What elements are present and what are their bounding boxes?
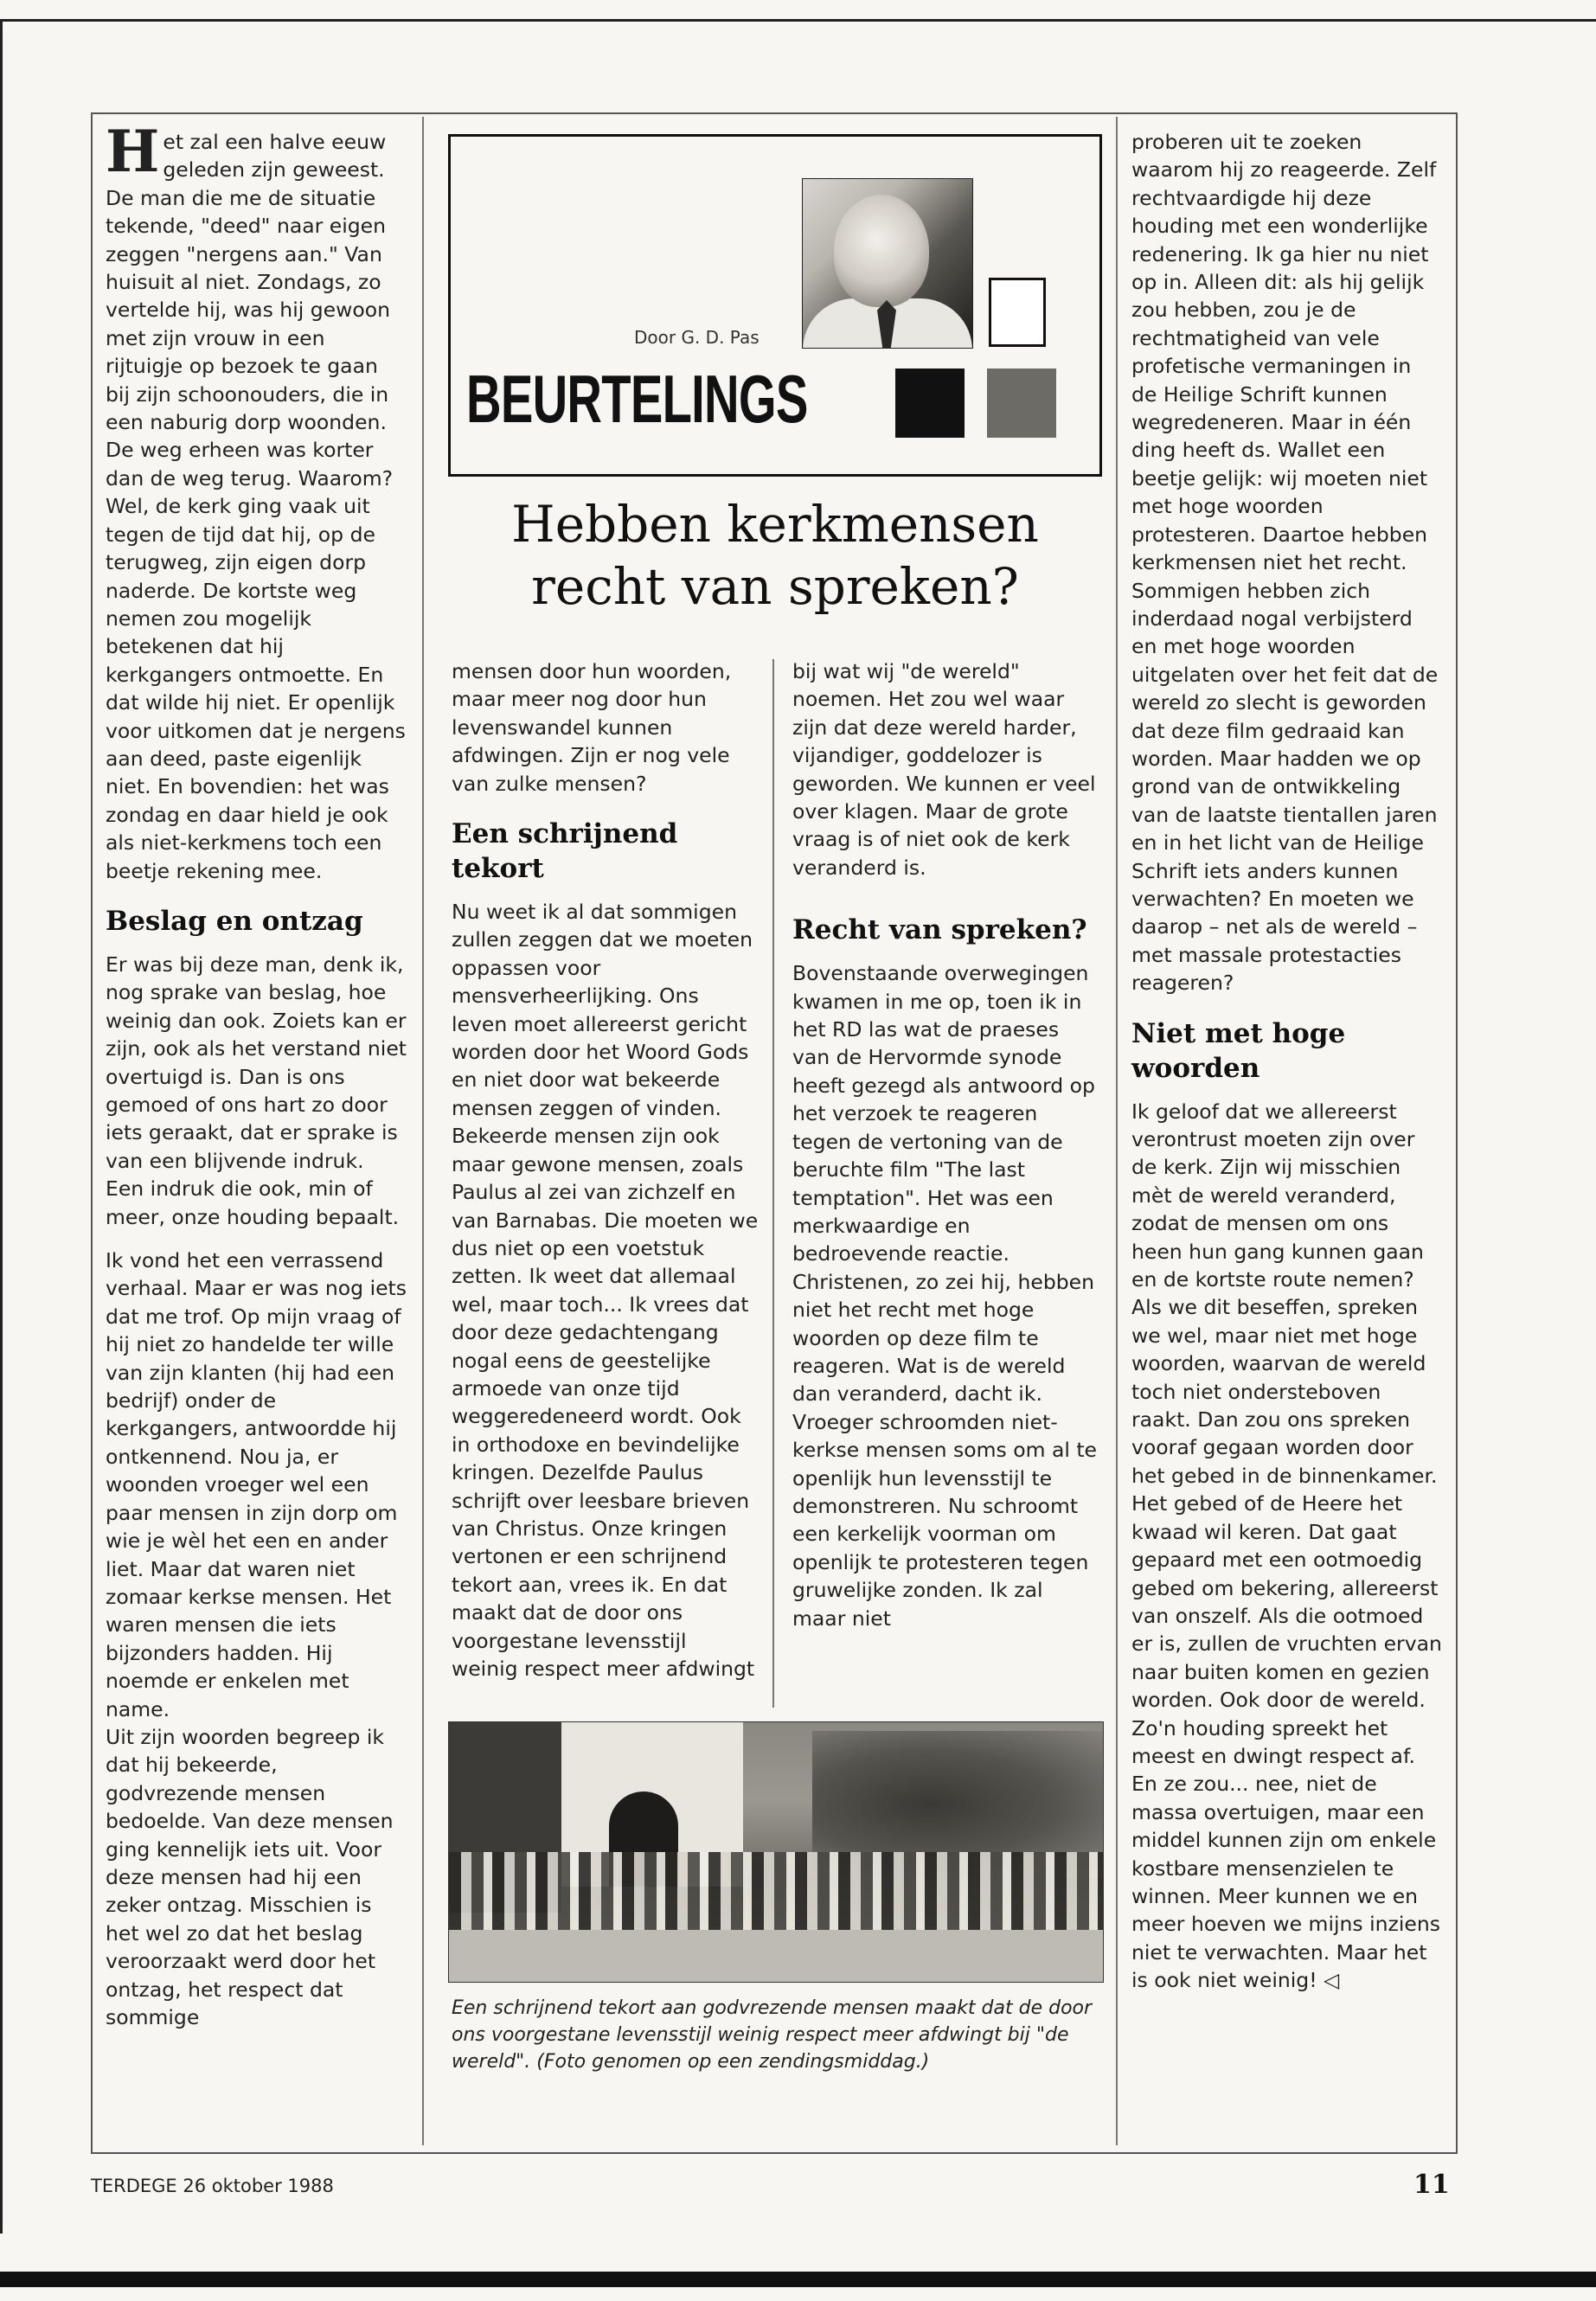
byline: Door G. D. Pas [634,327,760,348]
series-title: BEURTELINGS [466,361,808,437]
decorative-black-square [895,369,965,438]
column-1 [106,118,408,2031]
paragraph: Ik vond het een verrassend verhaal. Maar er was nog iets dat me trof. Op mijn vraag of hij niet zo handelde ter wille van zijn klanten (hij had een bedrijf) onder de kerkgangers, antwoordde hij ontkennend. Nou ja, er woonden vroeger wel een paar mensen in zijn dorp om wie je wèl het een en ander liet. Maar dat waren niet zomaar kerkse mensen. Het waren mensen die iets bijzonders hadden. Hij noemde er enkelen met name. [106,1248,407,1721]
page-border-left [0,19,3,2234]
paragraph: Uit zijn woorden begreep ik dat hij bekeerde, godvrezende mensen bedoelde. Van deze mensen ging kennelijk iets uit. Voor deze mensen had hij een zeker ontzag. Misschien is het wel zo dat het beslag veroorzaakt werd door het ontzag, het respect dat sommige [106,1724,394,2029]
paragraph: Er was bij deze man, denk ik, nog sprake van beslag, hoe weinig dan ook. Zoiets kan er zijn, ook als het verstand niet overtuigd is. Dan is ons gemoed of ons hart zo door iets geraakt, dat er sprake is van een blijvende indruk. Een indruk die ook, min of meer, onze houding bepaalt. [106,952,407,1229]
column-divider [422,117,424,2145]
section-heading-tekort: Een schrijnend tekort [452,818,678,885]
author-portrait [802,178,973,349]
decorative-grey-square [987,369,1056,438]
column-3 [792,657,1099,1632]
drop-cap: H [106,118,160,185]
church-crowd-photo [448,1721,1104,1983]
paragraph: proberen uit te zoeken waarom hij zo reageerde. Zelf rechtvaardigde hij deze houding met een wonderlijke redenering. Ik ga hier nu niet op in. Alleen dit: als hij gelijk zou hebben, zou je de rechtmatigheid van vele profetische vermaningen in de Heilige Schrift kunnen wegredeneren. Maar in één ding heeft ds. Wallet een beetje gelijk: wij moeten niet met hoge woorden protesteren. Daartoe hebben kerkmensen niet het recht. Sommigen hebben zich inderdaad nogal verbijsterd en met hoge woorden uitgelaten over het feit dat de wereld zo slecht is geworden dat deze film gedraaid kan worden. Maar hadden we op grond van de ontwikkeling van de laatste tientallen jaren en in het licht van de Heilige Schrift iets anders kunnen verwachten? En moeten we daarop – net als de wereld – met massale protestacties reageren? [1131,130,1439,996]
paragraph: Bovenstaande overwegingen kwamen in me op, toen ik in het RD las wat de praeses van de Hervormde synode heeft gezegd als antwoord op het verzoek te reageren tegen de vertoning van de beruchte film "The last temptation". Het was een merkwaardige en bedroevende reactie. Christenen, zo zei hij, hebben niet het recht met hoge woorden op deze film te reageren. Wat is de wereld dan veranderd, dacht ik. Vroeger schroomden niet-kerkse mensen soms om al te openlijk hun levensstijl te demonstreren. Nu schroomt een kerkelijk voorman om openlijk te protesteren tegen gruwelijke zonden. Ik zal maar niet [792,961,1098,1631]
column-4 [1131,128,1443,1995]
bottom-bar [0,2272,1596,2287]
intro-paragraph: Het zal een halve eeuw geleden zijn geweest. De man die me de situatie tekende, "deed" naar eigen zeggen "nergens aan." Van huisuit al niet. Zondags, zo vertelde hij, was hij gewoon met zijn vrouw in een rijtuigje op bezoek te gaan bij zijn schoonouders, die in een naburig dorp woonden. De weg erheen was korter dan de weg terug. Waarom? Wel, de kerk ging vaak uit tegen de tijd dat hij, op de terugweg, zijn eigen dorp naderde. De kortste weg nemen zou mogelijk betekenen dat hij kerkgangers ontmoette. En dat wilde hij niet. Er openlijk voor uitkomen dat je nergens aan deed, paste eigenlijk niet. En bovendien: het was zondag en daar hield je ook als niet-kerkmens toch een beetje rekening mee. [106,118,406,883]
column-divider [772,659,774,1708]
paragraph: mensen door hun woorden, maar meer nog door hun levenswandel kunnen afdwingen. Zijn er nog vele van zulke mensen? [452,659,732,796]
page-number: 11 [1413,2170,1450,2200]
column-masthead [448,134,1102,477]
paragraph: Nu weet ik al dat sommigen zullen zeggen dat we moeten oppassen voor mensverheerlijking. Ons leven moet allereerst gericht worden door het Woord Gods en niet door wat bekeerde mensen zeggen of vinden. Bekeerde mensen zijn ook maar gewone mensen, zoals Paulus al zei van zichzelf en van Barnabas. Die moeten we dus niet op een voetstuk zetten. Ik weet dat allemaal wel, maar toch... Ik vrees dat door deze gedachtengang nogal eens de geestelijke armoede van onze tijd weggeredeneerd wordt. Ook in orthodoxe en bevindelijke kringen. Dezelfde Paulus schrijft over leesbare brieven van Christus. Onze kringen vertonen er een schrijnend tekort aan, vrees ik. En dat maakt dat de door ons voorgestane levensstijl weinig respect meer afdwingt [452,900,759,1681]
end-mark-icon: ◁ [1324,1968,1340,1993]
paragraph: Ik geloof dat we allereerst verontrust moeten zijn over de kerk. Zijn wij misschien mèt de wereld veranderd, zodat de mensen om ons heen hun gang kunnen gaan en de kortste route nemen? Als we dit beseffen, spreken we wel, maar niet met hoge woorden, waarvan de wereld toch niet ondersteboven raakt. Dan zou ons spreken vooraf gegaan worden door het gebed in de binnenkamer. Het gebed of de Heere het kwaad wil keren. Dat gaat gepaard met een ootmoedig gebed om bekering, allereerst van onszelf. Als die ootmoed er is, zullen de vruchten ervan naar buiten komen en gezien worden. Ook door de wereld. Zo'n houding spreekt het meest en dwingt respect af. En ze zou... nee, niet de massa overtuigen, maar een middel kunnen zijn om enkele kostbare mensenzielen te winnen. Meer kunnen we en meer hoeven we mijns inziens niet te verwachten. Maar het is ook niet weinig! ◁ [1131,1099,1442,1993]
footer-publication: TERDEGE 26 oktober 1988 [91,2176,334,2196]
section-heading-beslag: Beslag en ontzag [106,905,363,937]
page-border-top [0,19,1596,22]
column-2 [452,657,759,1682]
paragraph: bij wat wij "de wereld" noemen. Het zou wel waar zijn dat deze wereld harder, vijandiger, goddelozer is geworden. We kunnen er veel over klagen. Maar de grote vraag is of niet ook de kerk veranderd is. [792,659,1096,880]
column-divider [1116,117,1118,2145]
photo-caption: Een schrijnend tekort aan godvrezende mensen maakt dat de door ons voorgestane levensstijl weinig respect meer afdwingt bij "de wereld". (Foto genomen op een zendingsmiddag.) [452,1997,1093,2073]
decorative-box [989,278,1046,347]
section-heading-niet-met-hoge-woorden: Niet met hoge woorden [1131,1017,1346,1084]
article-headline: Hebben kerkmensen recht van spreken? [511,495,1039,616]
section-heading-recht: Recht van spreken? [792,914,1087,946]
